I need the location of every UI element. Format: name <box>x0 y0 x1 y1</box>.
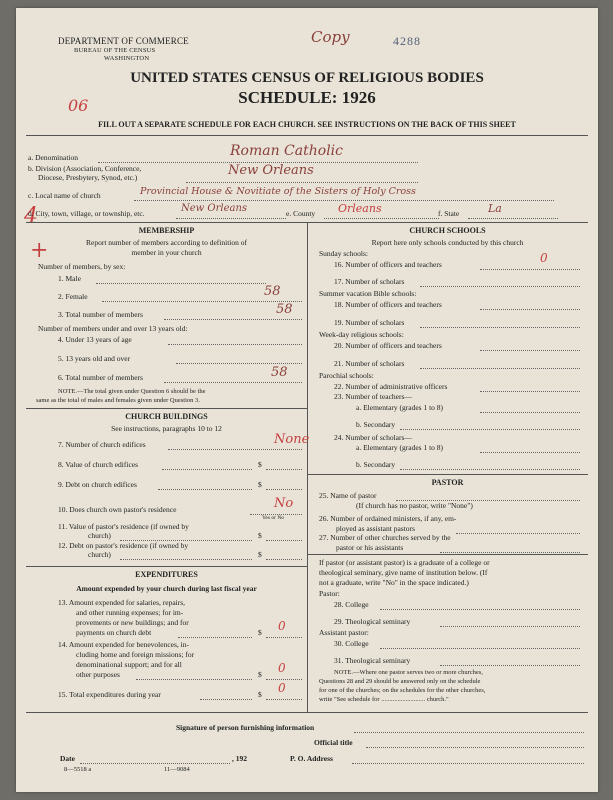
q5-label: 5. 13 years old and over <box>58 354 131 363</box>
q6-label: 6. Total number of members <box>58 373 143 382</box>
q31-label: 31. Theological seminary <box>334 656 411 665</box>
q13-value: 0 <box>278 619 286 633</box>
date-label: Date <box>60 754 75 763</box>
q18-label: 18. Number of officers and teachers <box>334 300 442 309</box>
q16-value: 0 <box>540 251 548 265</box>
q13-label-3: provements or new buildings; and for <box>76 618 189 627</box>
document-number: 4288 <box>393 34 421 48</box>
graduate-note-3: not a graduate, write "No" in the space indicated.) <box>319 578 469 587</box>
q29-label: 29. Theological seminary <box>334 617 411 626</box>
q27-label: 27. Number of other churches served by the <box>319 533 451 542</box>
q14-label: 14. Amount expended for benevolences, in- <box>58 640 190 649</box>
weekday-label: Week-day religious schools: <box>319 330 404 339</box>
pastor-heading: PASTOR <box>431 478 464 487</box>
vacation-label: Summer vacation Bible schools: <box>319 289 417 298</box>
q24a-label: a. Elementary (grades 1 to 8) <box>356 443 444 452</box>
q14-value: 0 <box>278 661 286 675</box>
pastor-subhead: Pastor: <box>319 589 340 598</box>
form-number: 8—5518 a <box>64 766 92 773</box>
q10-label: 10. Does church own pastor's residence <box>58 505 177 514</box>
membership-age-label: Number of members under and over 13 years old: <box>38 324 188 333</box>
denomination-label: a. Denomination <box>28 153 78 162</box>
q21-label: 21. Number of scholars <box>334 359 405 368</box>
q2-label: 2. Female <box>58 292 88 301</box>
q24b-label: b. Secondary <box>356 460 396 469</box>
print-number: 11—9084 <box>164 766 190 773</box>
q7-label: 7. Number of church edifices <box>58 440 146 449</box>
q7-value: None <box>274 432 310 447</box>
graduate-note-2: theological seminary, give name of institution below. (If <box>319 568 488 577</box>
q14-label-3: denominational support; and for all <box>76 660 182 669</box>
q30-label: 30. College <box>334 639 369 648</box>
q11-label: 11. Value of pastor's residence (if owned by <box>58 522 189 531</box>
po-address-label: P. O. Address <box>290 754 333 763</box>
q28-label: 28. College <box>334 600 369 609</box>
division-label-2: Diocese, Presbytery, Synod, etc.) <box>38 173 138 182</box>
county-value: Orleans <box>338 202 382 215</box>
pastor-note-3: for one of the churches; on the schedules for the other churches, <box>319 687 486 694</box>
q13-dollar: $ <box>258 628 262 637</box>
q19-label: 19. Number of scholars <box>334 318 405 327</box>
parochial-label: Parochial schools: <box>319 371 374 380</box>
buildings-heading: CHURCH BUILDINGS <box>125 412 208 421</box>
expenditures-sub: Amount expended by your church during last fiscal year <box>76 584 257 593</box>
q13-label: 13. Amount expended for salaries, repairs, <box>58 598 186 607</box>
membership-sex-label: Number of members, by sex: <box>38 262 126 271</box>
schools-heading: CHURCH SCHOOLS <box>409 226 486 235</box>
q9-label: 9. Debt on church edifices <box>58 480 137 489</box>
signature-label: Signature of person furnishing information <box>176 723 315 732</box>
division-value: New Orleans <box>228 163 314 178</box>
instructions: FILL OUT A SEPARATE SCHEDULE FOR EACH CHURCH. SEE INSTRUCTIONS ON THE BACK OF THIS SHEET <box>98 120 516 129</box>
q25-note: (If church has no pastor, write "None") <box>356 501 473 510</box>
q22-label: 22. Number of administrative officers <box>334 382 448 391</box>
q8-dollar: $ <box>258 460 262 469</box>
buildings-sub: See instructions, paragraphs 10 to 12 <box>111 424 222 433</box>
membership-note: NOTE.—The total given under Question 6 should be the <box>58 388 206 395</box>
q6-value: 58 <box>271 365 288 380</box>
q3-label: 3. Total number of members <box>58 310 143 319</box>
q14-dollar: $ <box>258 670 262 679</box>
q15-value: 0 <box>278 681 286 695</box>
q3-value: 58 <box>276 302 293 317</box>
q24-label: 24. Number of scholars— <box>334 433 412 442</box>
q14-label-4: other purposes <box>76 670 120 679</box>
q13-label-4: payments on church debt <box>76 628 152 637</box>
q10-value: No <box>274 496 294 511</box>
margin-code: 06 <box>68 96 89 115</box>
sunday-label: Sunday schools: <box>319 249 368 258</box>
schools-sub: Report here only schools conducted by this church <box>371 238 524 247</box>
q16-label: 16. Number of officers and teachers <box>334 260 442 269</box>
membership-intro-2: member in your church <box>131 248 202 257</box>
q15-label: 15. Total expenditures during year <box>58 690 161 699</box>
copy-note: Copy <box>311 28 350 46</box>
bureau-city: WASHINGTON <box>104 55 150 62</box>
dept-name: DEPARTMENT OF COMMERCE <box>58 36 189 46</box>
q12-dollar: $ <box>258 550 262 559</box>
margin-mark: 4 <box>24 204 38 229</box>
city-value: New Orleans <box>181 203 248 214</box>
q11-label-2: church) <box>88 531 111 540</box>
q12-label-2: church) <box>88 550 111 559</box>
q27-label-2: pastor or his assistants <box>336 543 404 552</box>
q26-label: 26. Number of ordained ministers, if any, em- <box>319 514 457 523</box>
q2-value: 58 <box>264 284 281 299</box>
state-label: f. State <box>438 209 460 218</box>
q20-label: 20. Number of officers and teachers <box>334 341 442 350</box>
bureau-name: BUREAU OF THE CENSUS <box>74 47 156 54</box>
q14-label-2: cluding home and foreign missions; for <box>76 650 195 659</box>
division-label: b. Division (Association, Conference, <box>28 164 142 173</box>
yes-no-hint: Yes or No <box>262 515 285 521</box>
q4-label: 4. Under 13 years of age <box>58 335 132 344</box>
q8-label: 8. Value of church edifices <box>58 460 139 469</box>
state-value: La <box>488 202 502 215</box>
membership-heading: MEMBERSHIP <box>138 226 195 235</box>
denomination-value: Roman Catholic <box>230 143 343 159</box>
q17-label: 17. Number of scholars <box>334 277 405 286</box>
q23a-label: a. Elementary (grades 1 to 8) <box>356 403 444 412</box>
graduate-note: If pastor (or assistant pastor) is a graduate of a college or <box>319 558 490 567</box>
expenditures-heading: EXPENDITURES <box>135 570 198 579</box>
membership-note-2: same as the total of males and females given under Question 3. <box>36 397 200 404</box>
city-label: d. City, town, village, or township, etc. <box>28 209 145 218</box>
q23b-label: b. Secondary <box>356 420 396 429</box>
q26-label-2: ployed as assistant pastors <box>336 524 415 533</box>
pastor-note-2: Questions 28 and 29 should be answered only on the schedule <box>319 678 481 685</box>
church-name-label: c. Local name of church <box>28 191 101 200</box>
schedule-title: SCHEDULE: 1926 <box>238 88 376 107</box>
margin-plus: + <box>30 238 49 263</box>
q13-label-2: and other running expenses; for im- <box>76 608 184 617</box>
census-schedule-sheet <box>16 8 598 792</box>
church-name-value: Provincial House & Novitiate of the Sisters of Holy Cross <box>140 186 416 197</box>
q12-label: 12. Debt on pastor's residence (if owned by <box>58 541 189 550</box>
q9-dollar: $ <box>258 480 262 489</box>
q15-dollar: $ <box>258 690 262 699</box>
pastor-note: NOTE.—Where one pastor serves two or more churches, <box>334 669 483 676</box>
q23-label: 23. Number of teachers— <box>334 392 412 401</box>
membership-intro: Report number of members according to definition of <box>86 238 247 247</box>
q25-label: 25. Name of pastor <box>319 491 377 500</box>
q11-dollar: $ <box>258 531 262 540</box>
pastor-note-4: write "See schedule for ........................... church." <box>319 696 449 703</box>
county-label: e. County <box>286 209 316 218</box>
year-label: , 192 <box>232 754 247 763</box>
official-title-label: Official title <box>314 738 353 747</box>
page-title: UNITED STATES CENSUS OF RELIGIOUS BODIES <box>130 70 484 86</box>
q1-label: 1. Male <box>58 274 81 283</box>
assistant-subhead: Assistant pastor: <box>319 628 369 637</box>
